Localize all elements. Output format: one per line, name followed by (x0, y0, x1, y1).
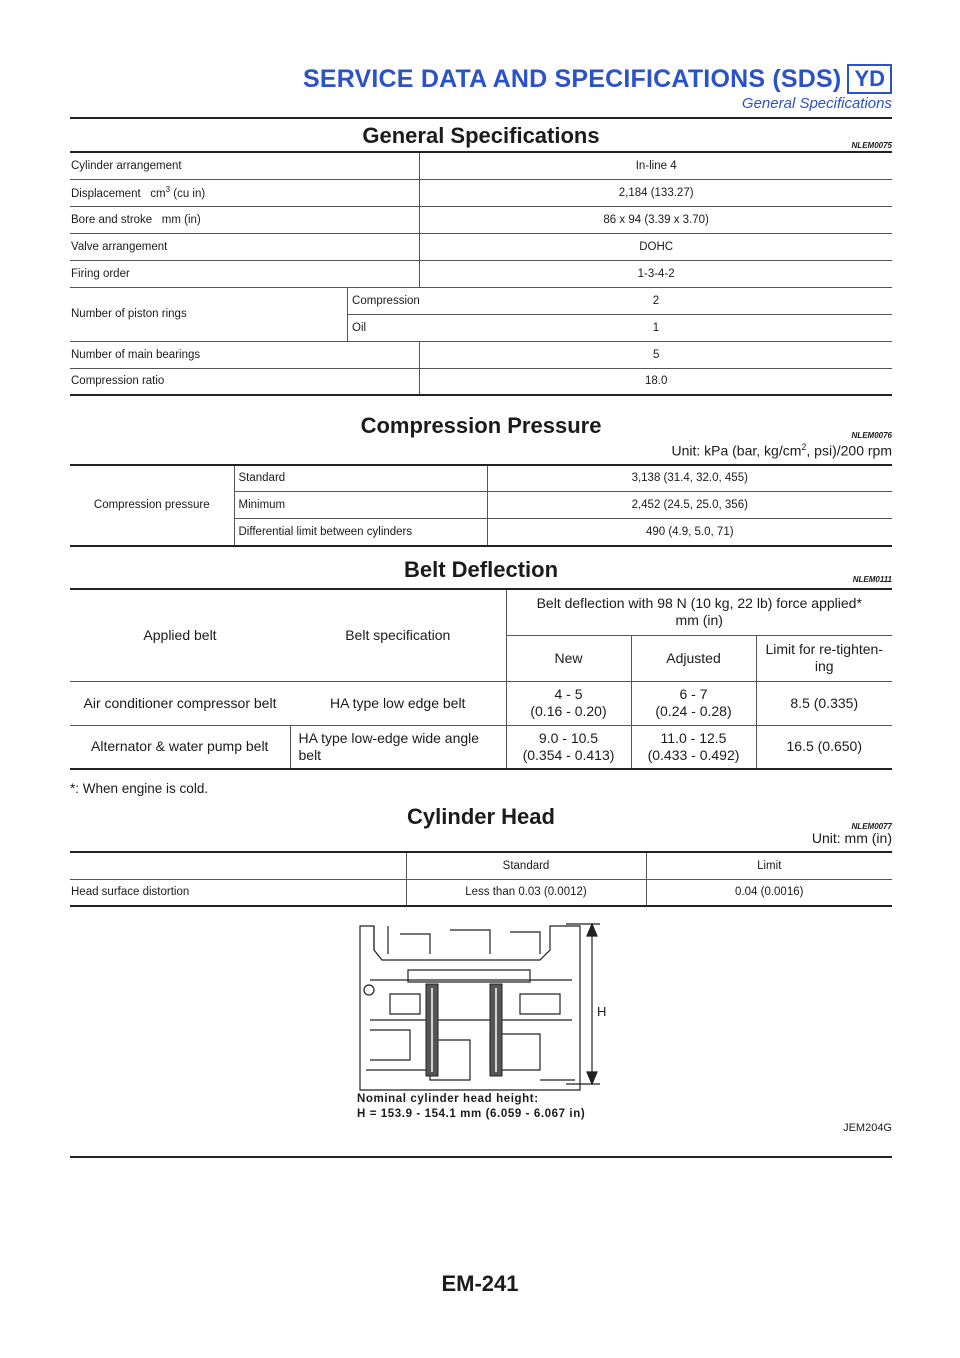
belt-title-text: Belt Deflection (403, 557, 559, 582)
compression-row-value: 2,452 (24.5, 25.0, 356) (487, 492, 892, 519)
belt-applied: Air conditioner compressor belt (70, 681, 290, 725)
spec-value: 18.0 (420, 368, 892, 395)
page-number: EM-241 (441, 1271, 519, 1296)
spec-label: Valve arrangement (70, 233, 420, 260)
belt-limit: 16.5 (0.650) (756, 725, 892, 769)
spec-label: Compression ratio (71, 375, 165, 388)
compression-label: Compression pressure (70, 465, 234, 546)
table-row (70, 681, 892, 725)
compression-row-value: 490 (4.9, 5.0, 71) (487, 519, 892, 546)
spec-value: 2,184 (133.27) (420, 179, 892, 206)
spec-value: DOHC (420, 233, 892, 260)
table-row (70, 206, 892, 233)
general-specs-title (70, 121, 892, 151)
spec-sublabel: Compression (348, 287, 420, 314)
spec-label: Firing order (70, 260, 420, 287)
compression-row-label: Differential limit between cylinders (234, 519, 487, 546)
cylinder-head-blank (70, 852, 406, 879)
cylinder-head-figure (70, 910, 892, 1158)
spec-value: In-line 4 (420, 152, 892, 179)
belt-adjusted-imperial: (0.24 - 0.28) (655, 703, 732, 719)
spec-value: 1 (420, 314, 892, 341)
figure-code: JEM204G (843, 1122, 892, 1134)
cylinder-head-limit: 0.04 (0.0016) (646, 879, 892, 906)
cylinder-head-row-label: Head surface distortion (71, 886, 190, 899)
cylinder-head-unit: Unit: mm (in) (811, 830, 892, 846)
compression-unit-rest: , psi)/200 rpm (806, 442, 892, 459)
belt-adjusted-value: 11.0 - 12.5 (660, 729, 727, 746)
general-specs-code: NLEM0075 (851, 141, 892, 150)
spec-label-sup: 3 (165, 185, 171, 195)
spec-label-text: Displacement cm (71, 187, 166, 200)
belt-table (70, 588, 892, 770)
belt-new-imperial: (0.354 - 0.413) (522, 746, 615, 763)
belt-title (70, 555, 892, 585)
table-row (70, 852, 892, 879)
compression-row-label: Minimum (234, 492, 487, 519)
table-row (70, 179, 892, 206)
cylinder-head-col-limit: Limit (646, 852, 892, 879)
spec-label-unit: (cu in) (170, 187, 206, 200)
belt-col-new: New (506, 635, 631, 681)
table-row (70, 233, 892, 260)
table-row (70, 465, 892, 492)
belt-section (70, 555, 892, 770)
header-subtitle: General Specifications (741, 95, 892, 112)
belt-applied: Alternator & water pump belt (91, 738, 269, 755)
cylinder-head-title (70, 802, 892, 832)
compression-code: NLEM0076 (851, 431, 892, 440)
belt-col-spec: Belt specification (290, 589, 506, 681)
cylinder-head-title-text: Cylinder Head (407, 804, 555, 829)
compression-section (70, 411, 892, 547)
table-row (70, 260, 892, 287)
belt-footnote: *: When engine is cold. (70, 781, 209, 796)
compression-unit (70, 439, 892, 459)
belt-adjusted-value: 6 - 7 (679, 686, 708, 702)
compression-row-label: Standard (234, 465, 487, 492)
belt-spec: HA type low edge belt (290, 681, 506, 725)
table-row (70, 287, 892, 314)
spec-label (70, 179, 420, 206)
compression-row-value: 3,138 (31.4, 32.0, 455) (487, 465, 892, 492)
compression-unit-sup: 2 (801, 442, 807, 452)
table-row (70, 879, 892, 906)
cylinder-head-table (70, 851, 892, 907)
table-row (70, 152, 892, 179)
table-row (70, 341, 892, 368)
compression-title (70, 411, 892, 441)
cylinder-head-section (70, 802, 892, 907)
header-title-line (70, 64, 892, 94)
belt-col-deflection: Belt deflection with 98 N (10 kg, 22 lb) force applied* mm (in) (506, 589, 892, 635)
belt-adjusted (631, 681, 756, 725)
compression-table (70, 464, 892, 547)
header-divider (70, 117, 892, 119)
belt-col-applied: Applied belt (70, 589, 290, 681)
spec-value: 1-3-4-2 (420, 260, 892, 287)
cylinder-head-standard: Less than 0.03 (0.0012) (406, 879, 646, 906)
cylinder-head-code: NLEM0077 (851, 822, 892, 831)
figure-caption (357, 1092, 585, 1122)
belt-limit: 8.5 (0.335) (756, 681, 892, 725)
figure-dimension-label: H (597, 1004, 607, 1019)
belt-new-value: 4 - 5 (554, 686, 583, 702)
spec-sublabel: Oil (348, 314, 420, 341)
general-specs-section (70, 121, 892, 396)
general-specs-title-text: General Specifications (362, 123, 600, 148)
belt-new (506, 681, 631, 725)
belt-col-limit: Limit for re-tighten-ing (756, 635, 892, 681)
belt-col-adjusted: Adjusted (631, 635, 756, 681)
general-specs-table (70, 151, 892, 396)
compression-unit-text: Unit: kPa (bar, kg/cm (671, 442, 802, 459)
header-engine-badge: YD (847, 64, 892, 94)
belt-new-value: 9.0 - 10.5 (538, 729, 599, 746)
table-row (70, 368, 892, 395)
belt-spec: HA type low-edge wide angle belt (290, 725, 506, 769)
belt-new (506, 725, 631, 769)
spec-value: 86 x 94 (3.39 x 3.70) (420, 206, 892, 233)
spec-label: Bore and stroke mm (in) (70, 206, 420, 233)
figure-caption-line1: Nominal cylinder head height: (357, 1093, 539, 1105)
compression-title-text: Compression Pressure (360, 413, 602, 438)
figure-caption-line2: H = 153.9 - 154.1 mm (6.059 - 6.067 in) (357, 1108, 586, 1120)
table-row (70, 589, 892, 635)
spec-label: Number of main bearings (70, 341, 420, 368)
spec-value: 5 (420, 341, 892, 368)
spec-label: Number of piston rings (70, 287, 348, 341)
page-header (70, 64, 892, 112)
table-row (70, 725, 892, 769)
spec-value: 2 (420, 287, 892, 314)
header-title: SERVICE DATA AND SPECIFICATIONS (SDS) (302, 64, 842, 93)
belt-adjusted (631, 725, 756, 769)
spec-label: Cylinder arrangement (70, 152, 420, 179)
belt-code: NLEM0111 (852, 575, 892, 584)
belt-adjusted-imperial: (0.433 - 0.492) (647, 746, 740, 763)
belt-new-imperial: (0.16 - 0.20) (530, 703, 607, 719)
cylinder-head-col-standard: Standard (406, 852, 646, 879)
